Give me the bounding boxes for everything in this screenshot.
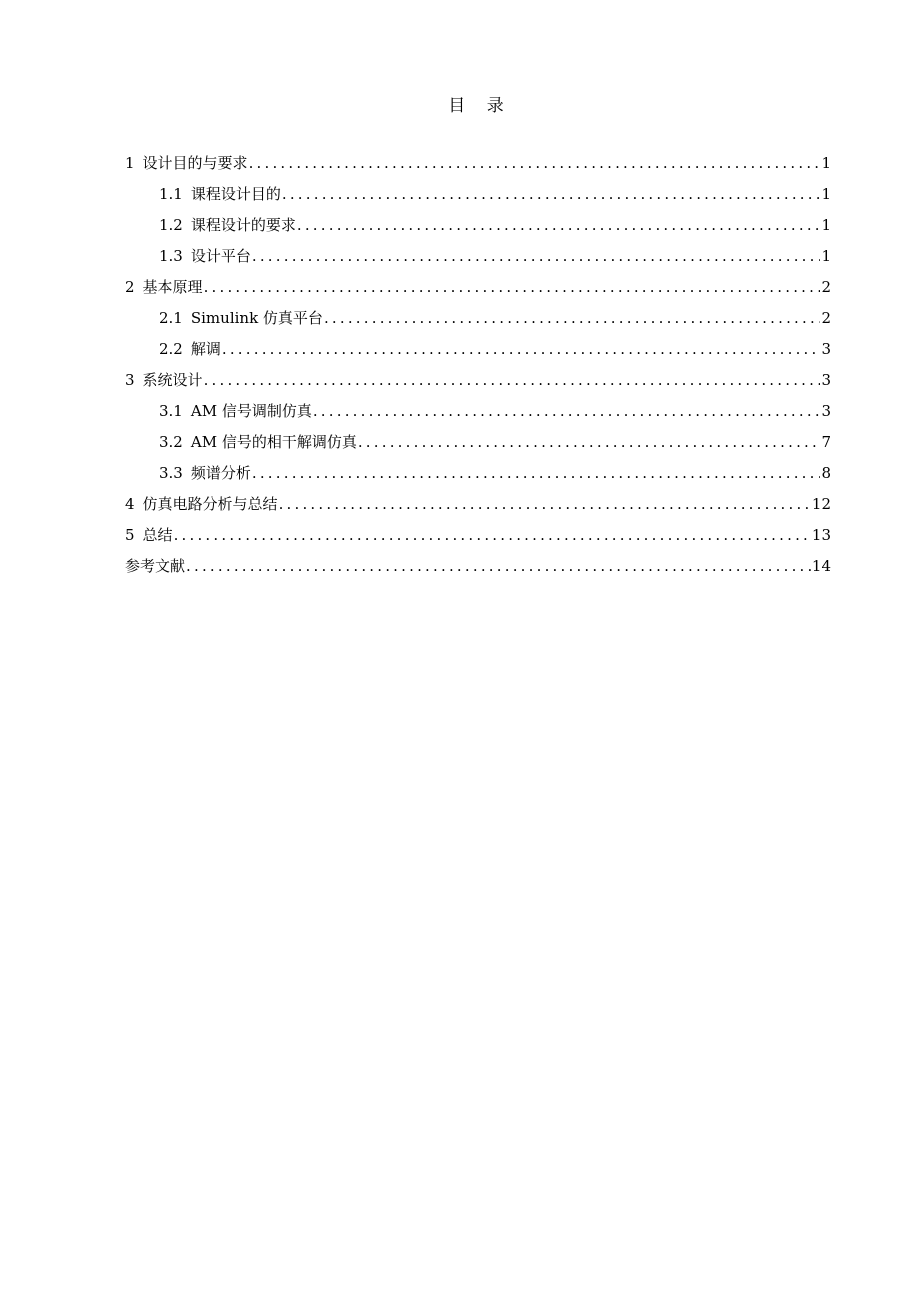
toc-entry-text: 课程设计目的 (190, 185, 281, 203)
toc-entry-page: 3 (821, 371, 831, 389)
toc-entry-page: 8 (821, 464, 831, 482)
toc-entry[interactable] (125, 304, 831, 335)
toc-dot-leader (204, 273, 821, 302)
toc-entry-number: 2.1 (159, 309, 183, 327)
toc-dot-leader (358, 428, 821, 457)
toc-dot-leader (204, 366, 821, 395)
toc-entry-number: 4 (125, 495, 135, 513)
toc-dot-leader (249, 149, 821, 178)
toc-entry-page: 13 (811, 526, 831, 544)
toc-entry-label (125, 366, 203, 395)
toc-entry-page: 2 (821, 278, 831, 296)
toc-entry-number: 3.2 (159, 433, 183, 451)
toc-entry-text: 系统设计 (142, 371, 203, 389)
toc-dot-leader (252, 459, 821, 488)
toc-entry-number: 3.3 (159, 464, 183, 482)
toc-entry[interactable] (125, 149, 831, 180)
toc-entry-page: 14 (811, 557, 831, 575)
toc-entry-page: 3 (821, 402, 831, 420)
toc-entry-label (159, 428, 357, 457)
toc-entry[interactable] (125, 180, 831, 211)
toc-entry[interactable] (125, 428, 831, 459)
toc-entry-text: 频谱分析 (190, 464, 251, 482)
toc-entry-text: Simulink 仿真平台 (190, 309, 323, 327)
toc-dot-leader (313, 397, 821, 426)
toc-entry[interactable] (125, 273, 831, 304)
toc-entry-number: 3.1 (159, 402, 183, 420)
toc-entry-number: 2 (125, 278, 135, 296)
toc-entry-number: 1 (125, 154, 135, 172)
toc-entry[interactable] (125, 211, 831, 242)
toc-entry-text: 设计目的与要求 (142, 154, 248, 172)
toc-entry-label (125, 273, 203, 302)
toc-dot-leader (222, 335, 821, 364)
toc-entry-number: 1.3 (159, 247, 183, 265)
toc-entry-label (159, 335, 221, 364)
toc-entry-number: 1.2 (159, 216, 183, 234)
toc-entry[interactable] (125, 521, 831, 552)
toc-entry-text: 课程设计的要求 (190, 216, 296, 234)
toc-entry[interactable] (125, 366, 831, 397)
toc-entry-page: 12 (811, 495, 831, 513)
toc-entry-label (159, 242, 251, 271)
toc-entry-label (125, 490, 278, 519)
toc-entry-page: 1 (821, 247, 831, 265)
toc-entry-text: 参考文献 (125, 557, 186, 575)
toc-dot-leader (279, 490, 811, 519)
toc-entry-label (159, 304, 323, 333)
toc-entry-label (159, 459, 251, 488)
toc-entry-text: 基本原理 (142, 278, 203, 296)
toc-entry-number: 3 (125, 371, 135, 389)
toc-entry-page: 2 (821, 309, 831, 327)
toc-entry-text: 总结 (142, 526, 173, 544)
toc-entry[interactable] (125, 490, 831, 521)
toc-entry[interactable] (125, 242, 831, 273)
toc-title: 目 录 (448, 96, 512, 116)
toc-entry[interactable] (125, 335, 831, 366)
toc-entry-label (159, 211, 296, 240)
toc-entry-page: 1 (821, 216, 831, 234)
toc-dot-leader (186, 552, 811, 581)
toc-entry-label (125, 149, 248, 178)
toc-entry[interactable] (125, 552, 831, 583)
toc-entry-label (125, 521, 173, 550)
toc-list (125, 149, 831, 583)
toc-dot-leader (174, 521, 811, 550)
toc-entry-number: 5 (125, 526, 135, 544)
toc-entry-page: 1 (821, 185, 831, 203)
toc-entry-text: AM 信号的相干解调仿真 (190, 433, 357, 451)
toc-entry[interactable] (125, 397, 831, 428)
toc-entry[interactable] (125, 459, 831, 490)
toc-entry-page: 3 (821, 340, 831, 358)
toc-entry-text: 解调 (190, 340, 221, 358)
toc-entry-text: AM 信号调制仿真 (190, 402, 312, 420)
toc-dot-leader (282, 180, 821, 209)
toc-entry-page: 7 (821, 433, 831, 451)
toc-entry-text: 设计平台 (190, 247, 251, 265)
toc-entry-label (159, 397, 312, 426)
toc-entry-text: 仿真电路分析与总结 (142, 495, 278, 513)
toc-entry-page: 1 (821, 154, 831, 172)
toc-dot-leader (297, 211, 821, 240)
toc-dot-leader (252, 242, 821, 271)
toc-entry-number: 2.2 (159, 340, 183, 358)
toc-entry-label (125, 552, 185, 581)
toc-entry-number: 1.1 (159, 185, 183, 203)
toc-entry-label (159, 180, 281, 209)
toc-dot-leader (324, 304, 821, 333)
